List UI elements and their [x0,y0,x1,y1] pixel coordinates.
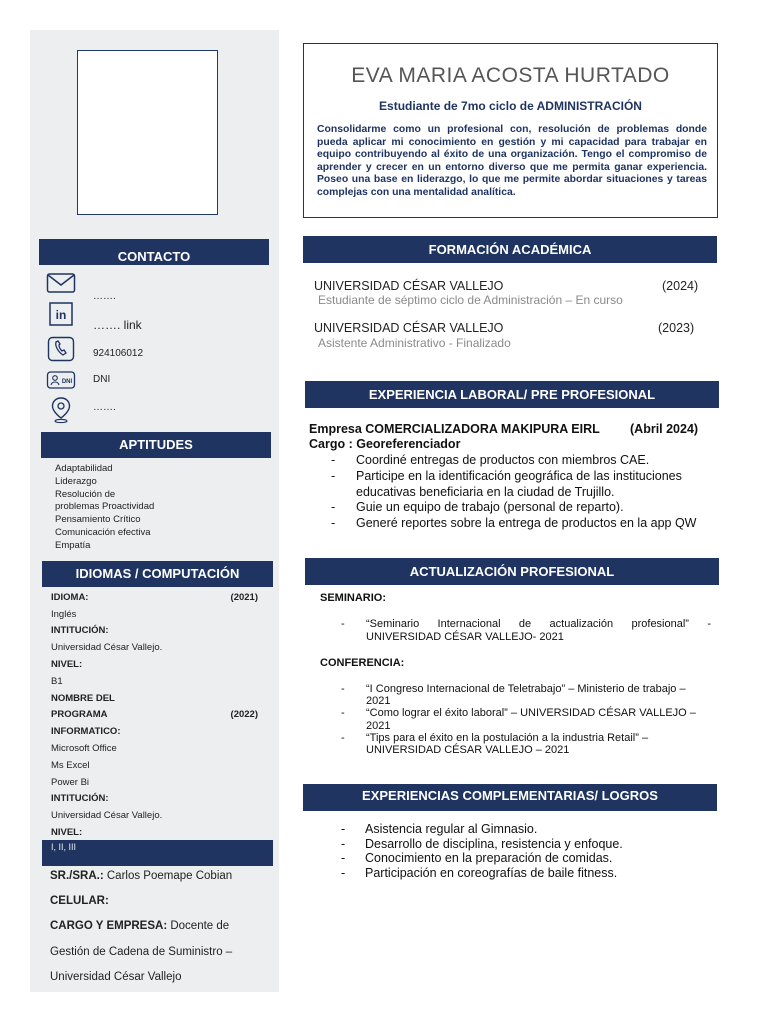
education-year: (2023) [658,321,695,335]
contact-linkedin-row [46,301,76,327]
list-item-text: Conocimiento en la preparación de comidas. [365,851,613,866]
reference-name-label: SR./SRA.: [50,870,104,882]
bullet-dash: - [341,865,346,880]
bullet-dash: - [341,707,345,720]
language-line-label: B1 [51,675,63,687]
experience-bullets [331,453,721,532]
list-item: Comunicación efectiva [55,526,151,538]
language-line [51,807,266,824]
experience-company: Empresa COMERCIALIZADORA MAKIPURA EIRL [309,422,600,436]
bullet-dash: - [331,516,336,531]
list-item-text: Asistencia regular al Gimnasio. [365,822,538,836]
language-line-label: NIVEL: [51,659,83,671]
education-heading: FORMACIÓN ACADÉMICA [303,236,717,263]
list-item: Liderazgo [55,475,97,487]
person-subtitle: Estudiante de 7mo ciclo de ADMINISTRACIÓN [379,99,642,113]
person-name: EVA MARIA ACOSTA HURTADO [351,64,670,87]
reference-name-value: Carlos Poemape Cobian [106,870,233,882]
list-item-text: Participación en coreografías de baile fitness. [365,865,618,880]
conference-list [341,683,711,756]
language-line [51,656,266,673]
contact-heading: CONTACTO [39,239,269,265]
list-item: problemas Proactividad [55,501,155,513]
language-line [51,589,266,606]
contact-linkedin-text[interactable]: ……. link [93,318,142,332]
experience-role: Cargo : Georeferenciador [309,437,461,451]
list-item [341,707,711,731]
reference-cargo [50,920,229,932]
contact-phone-row [46,336,76,362]
bullet-dash: - [331,500,336,515]
reference-cargo-label: CARGO Y EMPRESA: [50,920,168,932]
list-item [331,516,721,532]
language-line-label: PROGRAMA [51,709,108,721]
list-item [341,837,711,852]
language-line [51,791,266,808]
aptitudes-heading: APTITUDES [41,432,271,458]
list-item: Adaptabilidad [55,463,113,474]
complementary-heading: EXPERIENCIAS COMPLEMENTARIAS/ LOGROS [303,784,717,811]
language-line [51,690,266,707]
conference-label: CONFERENCIA: [320,657,405,669]
language-line [51,723,266,740]
language-line-label: INTITUCIÓN: [51,625,109,637]
bullet-dash: - [331,453,336,467]
language-line [51,623,266,640]
language-line-label: Power Bi [51,776,90,788]
language-line-label: Microsoft Office [51,743,117,755]
education-description: Asistente Administrativo - Finalizado [318,336,511,350]
contact-location-text: ……. [93,402,116,413]
training-heading: ACTUALIZACIÓN PROFESIONAL [305,558,719,585]
reference-phone-label: CELULAR: [50,895,109,907]
list-item [341,866,711,881]
list-item-text: Guie un equipo de trabajo (personal de reparto). [356,500,624,515]
education-institution: UNIVERSIDAD CÉSAR VALLEJO [314,321,504,335]
list-item [341,683,711,707]
bullet-dash: - [341,683,345,695]
language-line-label: NIVEL: [51,827,83,839]
dni-icon [46,367,76,393]
reference-cargo-line3: Universidad César Vallejo [50,971,182,983]
bullet-dash: - [341,836,346,851]
language-line-label: Universidad César Vallejo. [51,810,163,822]
bullet-dash: - [331,468,336,483]
list-item [341,732,711,756]
bullet-dash: - [341,822,346,836]
list-item-text: Generé reportes sobre la entrega de productos en la app QW [356,516,697,531]
list-item [341,851,711,866]
location-icon [46,397,76,423]
list-item: Empatía [55,539,91,551]
education-year: (2024) [662,279,699,293]
list-item-text: “Tips para el éxito en la postulación a la industria Retail” – UNIVERSIDAD CÉSAR VALLEJO – 2021 [366,731,649,757]
experience-date: (Abril 2024) [630,422,699,436]
svg-text:DNI: DNI [61,379,73,385]
contact-mail-row [46,270,76,296]
languages-level-band [42,840,273,866]
seminar-label: SEMINARIO: [320,592,386,604]
language-line-label: INTITUCIÓN: [51,793,109,805]
list-item [341,618,711,643]
list-item [331,500,721,516]
list-item-text: Desarrollo de disciplina, resistencia y enfoque. [365,836,623,851]
list-item-text: “I Congreso Internacional de Teletrabajo” – Ministerio de trabajo – 2021 [366,683,686,708]
contact-dni-text: DNI [93,374,111,385]
aptitudes-list [55,463,154,553]
list-item-text: “Como lograr el éxito laboral” – UNIVERSIDAD CÉSAR VALLEJO – 2021 [366,707,696,732]
list-item-text: Coordiné entregas de productos con miembros CAE. [356,453,650,467]
list-item [331,453,721,469]
language-line [51,639,266,656]
education-institution: UNIVERSIDAD CÉSAR VALLEJO [314,279,504,293]
language-line [51,673,266,690]
complementary-list [341,822,711,880]
language-line-label: Inglés [51,608,77,620]
reference-cargo-line2: Gestión de Cadena de Suministro – [50,946,233,958]
reference-phone [50,895,109,907]
contact-dni-row [46,367,76,393]
mail-icon [46,270,76,296]
language-line-label: NOMBRE DEL [51,692,115,704]
list-item: Resolución de [55,488,116,500]
language-line [51,606,266,623]
language-line-year: (2021) [230,591,258,603]
svg-text:in: in [55,308,67,322]
seminar-list [341,618,711,643]
education-description: Estudiante de séptimo ciclo de Administración – En curso [318,293,623,307]
bullet-dash: - [341,851,346,866]
language-line [51,824,266,841]
linkedin-icon[interactable] [46,301,76,327]
profile-photo [77,50,218,215]
list-item [331,469,721,501]
language-line [51,707,266,724]
language-line-label: IDIOMA: [51,591,89,603]
languages-level-text: I, II, III [51,842,77,852]
contact-location-row [46,397,76,423]
language-line [51,757,266,774]
reference-name [50,870,232,882]
phone-icon [46,336,76,362]
language-line-label: INFORMATICO: [51,726,121,738]
bullet-dash: - [341,731,345,744]
list-item-text: “Seminario Internacional de actualización profesional” - UNIVERSIDAD CÉSAR VALLEJO- 2021 [366,618,711,643]
language-line [51,740,266,757]
languages-heading: IDIOMAS / COMPUTACIÓN [42,561,273,587]
language-line-label: Ms Excel [51,759,90,771]
languages-list [51,589,266,841]
reference-cargo-value: Docente de [170,920,230,932]
bullet-dash: - [341,618,345,630]
language-line [51,774,266,791]
list-item-text: Participe en la identificación geográfica de las instituciones educativas beneficiaria en la ciudad de Trujillo. [356,468,682,499]
contact-email-text[interactable]: ……. [93,291,116,302]
profile-summary: Consolidarme como un profesional con, resolución de problemas donde pueda aplicar mi conocimiento en gestión y mi capacidad para trabajar en equipo contribuyendo al éxito de una organización. Tengo el compromiso de aprender y crecer en un entorno diverso que me permita ganar experiencia. Poseo una base en liderazgo, lo que me permite abordar situaciones y tareas complejas con una mentalidad analítica. [317,124,707,198]
list-item [341,822,711,837]
experience-heading: EXPERIENCIA LABORAL/ PRE PROFESIONAL [305,381,719,408]
contact-phone-text: 924106012 [93,348,144,359]
language-line-label: Universidad César Vallejo. [51,642,163,654]
list-item: Pensamiento Crítico [55,514,141,526]
language-line-year: (2022) [230,709,258,721]
